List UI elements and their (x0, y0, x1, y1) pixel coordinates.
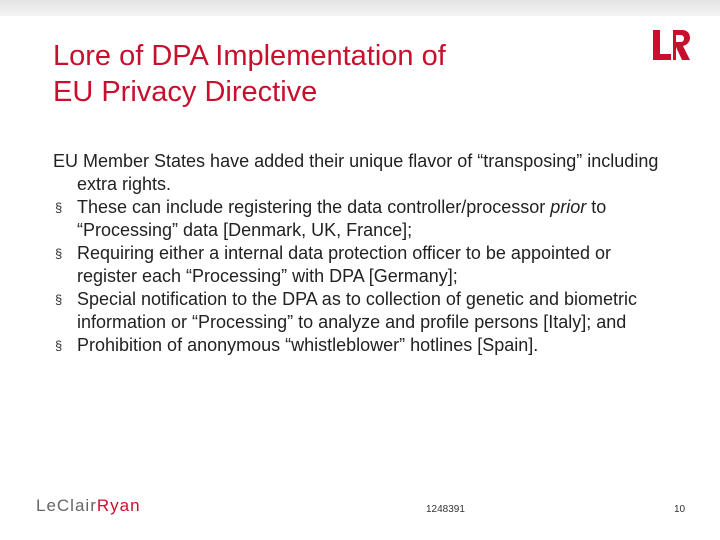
intro-paragraph: EU Member States have added their unique flavor of “transposing” including extra rights. (53, 151, 659, 194)
bullet-marker: § (55, 200, 63, 215)
bullet-item (53, 242, 673, 288)
logo-text-left: LeClair (36, 496, 97, 515)
footer-logo (36, 496, 141, 516)
bullet-emphasis: prior (550, 197, 587, 217)
bullet-item (53, 196, 673, 242)
bullet-marker: § (55, 246, 63, 261)
slide-body (53, 150, 673, 357)
page-number: 10 (674, 504, 686, 515)
bullet-text: These can include registering the data controller/processor (77, 197, 551, 217)
logo-text-right: Ryan (96, 496, 141, 515)
bullet-item (53, 288, 673, 334)
bullet-text: Prohibition of anonymous “whistleblower” hotlines [Spain]. (77, 335, 539, 355)
bullet-text-cont: to “Processing” data [Denmark, UK, France]; (77, 197, 607, 240)
title-line-1: Lore of DPA Implementation of (53, 40, 446, 72)
document-id: 1248391 (426, 504, 465, 515)
top-band (0, 0, 720, 16)
bullet-text: Special notification to the DPA as to collection of genetic and biometric information or “Processing” to analyze and profile persons [Italy]; and (77, 289, 637, 332)
lr-monogram-icon (651, 28, 691, 62)
bullet-list (53, 196, 673, 357)
title-line-2: EU Privacy Directive (53, 76, 318, 108)
bullet-text: Requiring either a internal data protection officer to be appointed or register each “Processing” with DPA [Germany]; (77, 243, 612, 286)
bullet-item (53, 334, 673, 357)
bullet-marker: § (55, 338, 63, 353)
slide-title (53, 38, 593, 110)
bullet-marker: § (55, 292, 63, 307)
